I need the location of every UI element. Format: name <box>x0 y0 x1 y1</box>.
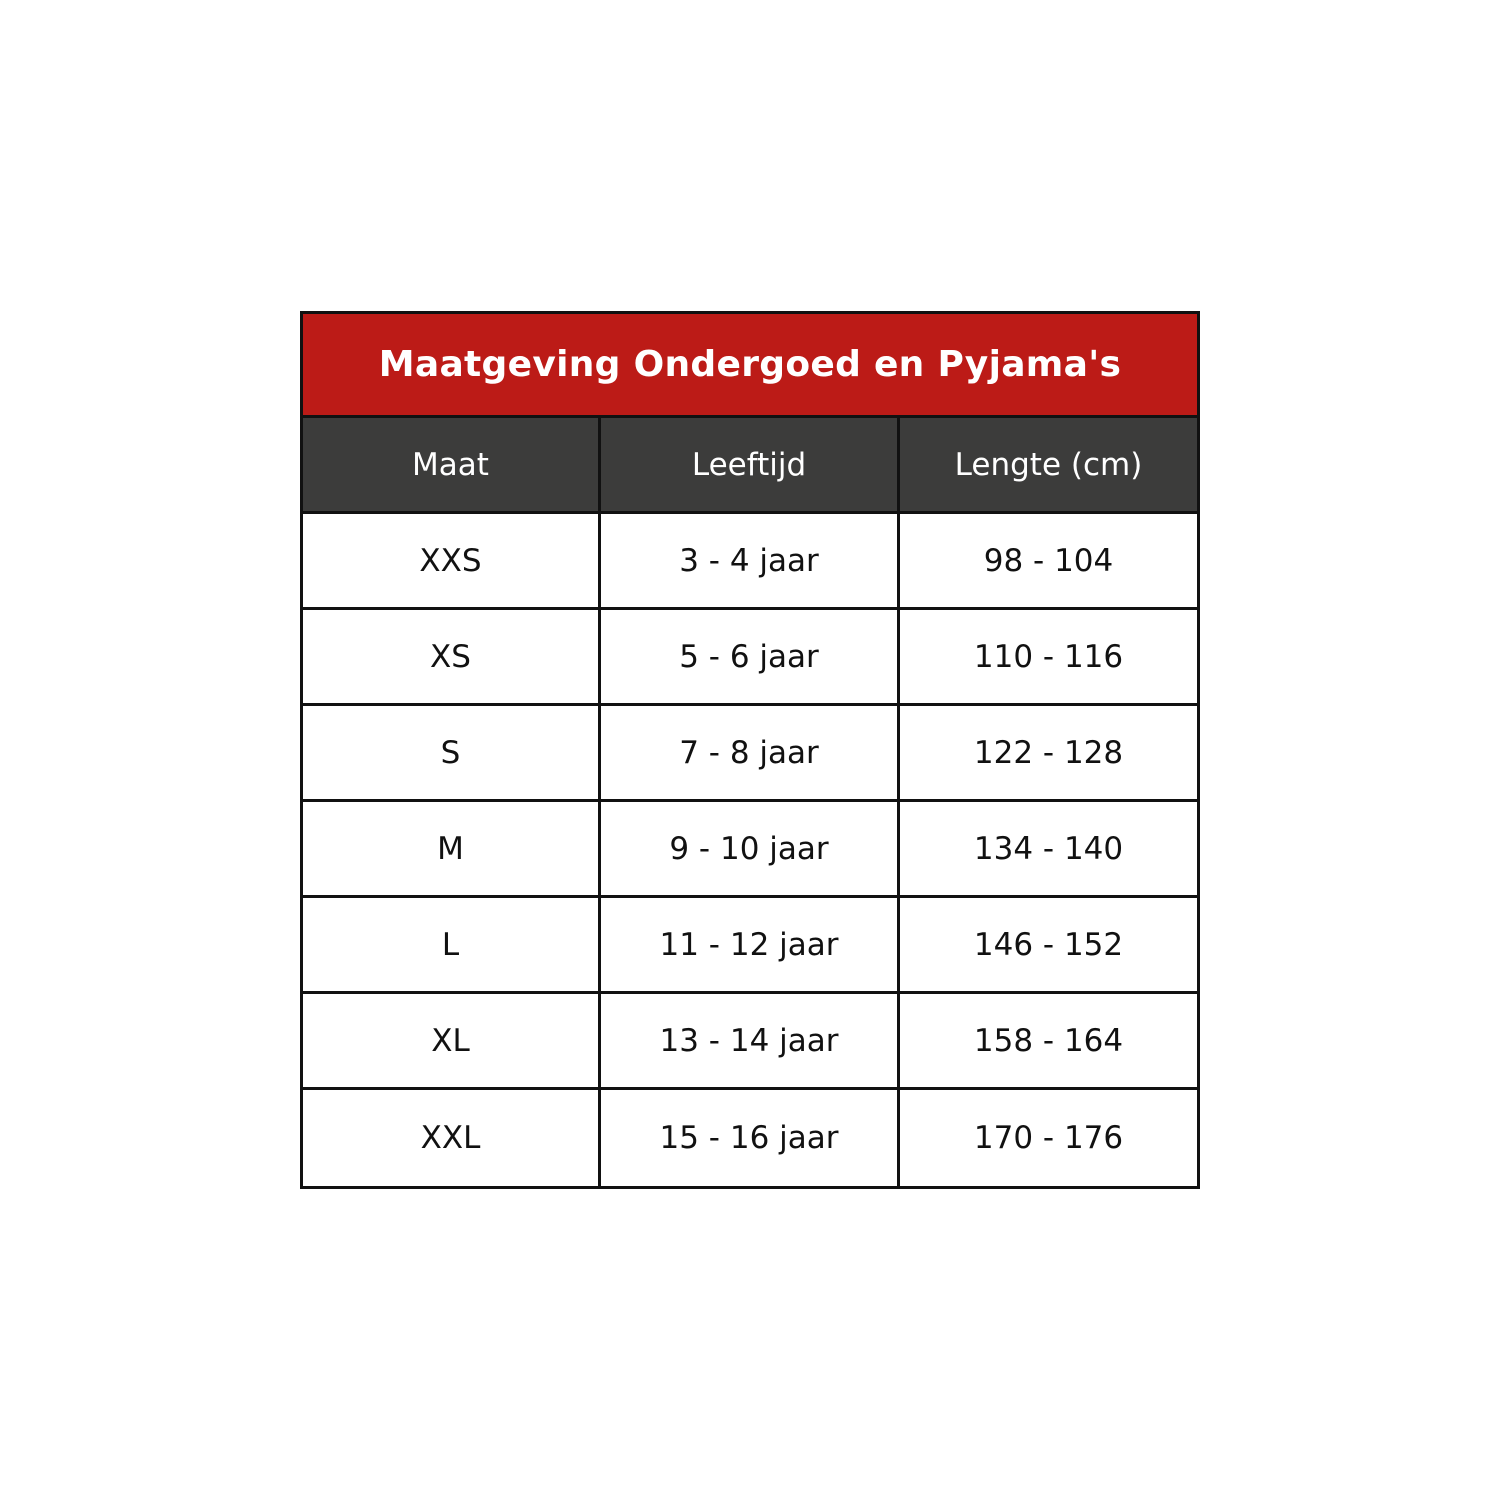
column-header-lengte: Lengte (cm) <box>900 418 1197 514</box>
table-cell-age: 13 - 14 jaar <box>601 994 900 1090</box>
size-chart-table <box>300 311 1200 1189</box>
table-cell-length: 98 - 104 <box>900 514 1197 610</box>
table-cell-age: 11 - 12 jaar <box>601 898 900 994</box>
table-cell-length: 110 - 116 <box>900 610 1197 706</box>
table-grid <box>303 418 1197 1186</box>
column-header-maat: Maat <box>303 418 601 514</box>
table-cell-length: 170 - 176 <box>973 1120 1124 1156</box>
column-header-leeftijd: Leeftijd <box>601 418 900 514</box>
table-cell-size: M <box>303 802 601 898</box>
table-cell-size: L <box>303 898 601 994</box>
table-cell-age: 9 - 10 jaar <box>601 802 900 898</box>
table-cell-size: XXS <box>303 514 601 610</box>
table-title: Maatgeving Ondergoed en Pyjama's <box>303 314 1197 418</box>
table-cell-age: 5 - 6 jaar <box>601 610 900 706</box>
table-cell-age: 3 - 4 jaar <box>601 514 900 610</box>
table-cell-length: 134 - 140 <box>900 802 1197 898</box>
table-cell-length: 158 - 164 <box>900 994 1197 1090</box>
table-cell-length: 122 - 128 <box>900 706 1197 802</box>
table-cell-size: XL <box>303 994 601 1090</box>
table-cell-length: 146 - 152 <box>900 898 1197 994</box>
table-cell-size: S <box>303 706 601 802</box>
table-cell-age: 7 - 8 jaar <box>601 706 900 802</box>
table-cell-age: 15 - 16 jaar <box>601 1090 900 1186</box>
table-cell-size: XXL <box>303 1090 601 1186</box>
table-cell-size: XS <box>303 610 601 706</box>
